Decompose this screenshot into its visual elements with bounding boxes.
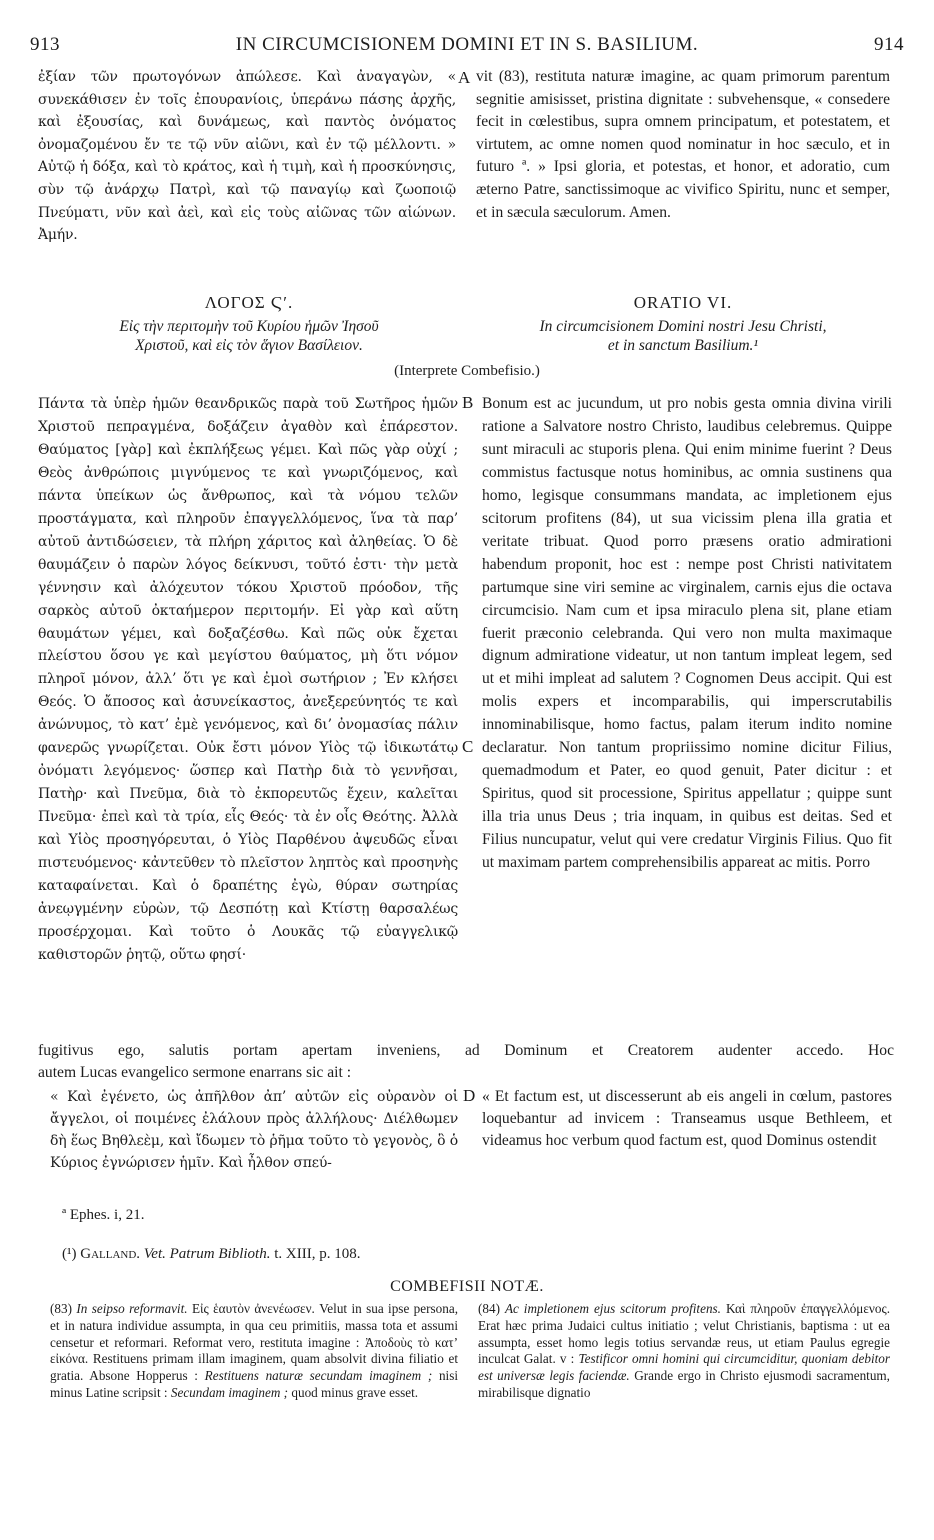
- latin-gospel-quote: [482, 1086, 892, 1152]
- latin-oration-title: [476, 293, 890, 355]
- margin-marker-d: D: [463, 1086, 476, 1105]
- running-title: IN CIRCUMCISIONEM DOMINI ET IN S. BASILIUM.: [235, 34, 699, 55]
- note-84-lemma: Ac impletionem ejus scitorum profitens.: [504, 1301, 721, 1316]
- greek-body-text: Πάντα τὰ ὑπὲρ ἡμῶν θεανδρικῶς παρὰ τοῦ Σωτῆρος ἡμῶν Χριστοῦ πεπραγμένα, δοξάζειν ἀγαθὸν καὶ ἐπάρεστον. Θαύματος [γὰρ] καὶ ἐκπλήξεως γέμει. Καὶ πῶς γὰρ οὐχί ; Θεὸς ἀνθρώποις μιγνύμενος τε καὶ γνωριζόμενος, καὶ πάντα ὑπείκων ὡς ἄνθρωπος, καὶ τὰ νόμου τελῶν προστάγματα, καὶ πληροῦν ἐπαγγελλόμενος, ἵνα τὰ παρ’ αὐτοῦ ἀντιδώσειεν, τὰ πλήρη χάριτος καὶ ἀληθείας. Ὁ δὲ θαυμάζειν ὁ παρὼν λόγος δείκνυσι, τοῦτό ἐστι· τὴν μετὰ γέννησιν καὶ ἀλόχευτον τόκου Χριστοῦ πρόοδον, τῆς σαρκὸς αὐτοῦ ὀκταήμερον περιτομήν. Εἰ γὰρ καὶ αὕτη θαυμάτων γέμει, καὶ δοξαζέσθω. Καὶ πῶς οὐκ ἔχεται πλείστου ὅσου γε καὶ μεγίστου θαύματος, μὴ ὅτι νόμον πληροῖ μόνον, ἀλλ’ ὅτι γε καὶ ἐμοὶ σωτήριον ; Ἐν κλήσει Θεός. Ὁ ἄποσος καὶ ἀσυνείκαστος, ἀνεξερεύνητός τε καὶ ἀνώνυμος, τὸ κατ’ ἐμὲ γενόμενος, καὶ δι’ ὀνομασίας πάλιν φανερῶς γνωρίζεται. Οὐκ ἔστι μόνον Υἱὸς τῷ ἰδικωτάτῳ ὀνόματι λεγόμενος· ὥσπερ καὶ Πατὴρ διὰ τὸ γεννῆσαι, Πατὴρ· καὶ Πνεῦμα, διὰ τὸ ἐκπορευτῶς ἔχειν, καλεῖται Πνεῦμα· ἐπεὶ καὶ τὰ τρία, εἷς Θεός· τὰ ἐν οἷς Θεότης. Ἀλλὰ καὶ Υἱὸς προσηγόρευται, ὁ Υἱὸς Παρθένου ἀψευδῶς εἶναι πιστευόμενος· κἀντεῦθεν τὸ πλεῖστον ληπτὸς καὶ προσηνὴς καταφαίνεται. Καὶ ὁ δραπέτης ἐγὼ, θύραν σωτηρίας ἀνεῳγμένην εὑρὼν, τῷ Δεσπότῃ καὶ Κτίστῃ θαρσαλέως προσέρχομαι. Καὶ τοῦτο ὁ Λουκᾶς τῷ εὐαγγελικῷ καθιστορῶν ῥητῷ, οὕτω φησί·: [38, 396, 458, 963]
- margin-marker-a: A: [458, 68, 471, 87]
- greek-gospel-quote-text: « Καὶ ἐγένετο, ὡς ἀπῆλθον ἀπ’ αὐτῶν εἰς οὐρανὸν οἱ ἄγγελοι, οἱ ποιμένες ἐλάλουν πρὸς ἀλλήλους· Διέλθωμεν δὴ ἕως Βηθλεὲμ, καὶ ἴδωμεν τὸ ῥῆμα τοῦτο τὸ γεγονὸς, ὃ ὁ Κύριος ἐγνώρισεν ἡμῖν. Καὶ ἦλθον σπεύ-: [50, 1089, 458, 1171]
- footnote-galland-work: Vet. Patrum Biblioth.: [140, 1246, 271, 1262]
- greek-oration-subtitle-2: Χριστοῦ, καὶ εἰς τὸν ἅγιον Βασίλειον.: [135, 337, 363, 354]
- note-84-text: Καὶ πληροῦν ἐπαγγελλόμενος. Erat hæc prima Judaici cultus initiatio ; velut Christianis, baptisma : ut ea assumpta, esset homo legis totius servandæ reus, ut etiam Paulus egregie inculcat Galat. v :: [478, 1301, 890, 1367]
- latin-continuation-text: vit (83), restituta naturæ imagine, ac quam primorum parentum segnitie amisisset, pristina dignitate : subvehensque, « consedere fecit in cœlestibus, supra omnem principatum, et potestatem, et virtutem, ac omne nomen quod nominatur in hoc sæculo, et in futuro ª. » Ipsi gloria, et potestas, et honor, et adoratio, cum æterno Patre, sanctissimoque ac vivifico Spiritu, nunc et semper, et in sæcula sæculorum. Amen.: [476, 68, 890, 221]
- note-83-lemma: In seipso reformavit.: [76, 1301, 188, 1316]
- greek-oration-title: [40, 293, 458, 355]
- latin-continuation: [476, 66, 890, 224]
- interpreter-note: (Interprete Combefisio.): [394, 363, 540, 379]
- note-83-text: Εἰς ἑαυτὸν ἀνενέωσεν. Velut in sua ipse persona, et in natura individue assumpta, in qua ceu primitiis, massa tota et assumi censetur et reformari. Reformat vero, restituta imagine : Ἀποδοὺς τὸ κατ’ εἰκόνα. Restituens primam illam imaginem, quam absolvit divina filiatio et gratia. Absone Hopperus :: [50, 1301, 458, 1384]
- fullwidth-line-1: fugitivus ego, salutis portam apertam inveniens, ad Dominum et Creatorem audenter accedo. Hoc: [38, 1042, 894, 1059]
- greek-body: [38, 393, 458, 967]
- greek-continuation-text: ἐξίαν τῶν πρωτογόνων ἀπώλεσε. Καὶ ἀναγαγὼν, « συνεκάθισεν ἐν τοῖς ἐπουρανίοις, ὑπεράνω πάσης ἀρχῆς, καὶ ἐξουσίας, καὶ δυνάμεως, καὶ παντὸς ὀνόματος ὀνομαζομένου ἔν τε τῷ νῦν αἰῶνι, καὶ ἐν τῷ μέλλοντι. » Αὐτῷ ἡ δόξα, καὶ τὸ κράτος, καὶ ἡ τιμὴ, καὶ ἡ προσκύνησις, σὺν τῷ ἀνάρχῳ Πατρὶ, καὶ τῷ παναγίῳ καὶ ζωοποιῷ Πνεύματι, νῦν καὶ ἀεὶ, καὶ εἰς τοὺς αἰῶνας τῶν αἰώνων. Ἀμήν.: [38, 69, 456, 244]
- left-page-number: 913: [30, 34, 60, 55]
- note-83: [50, 1301, 458, 1402]
- latin-gospel-quote-text: « Et factum est, ut discesserunt ab eis angeli in cœlum, pastores loquebantur ad invicem : Transeamus usque Bethleem, et videamus hoc verbum quod factum est, quod Dominus ostendit: [482, 1088, 892, 1149]
- note-83-end: quod minus grave esset.: [288, 1384, 419, 1400]
- margin-marker-b: B: [462, 393, 474, 412]
- note-84: [478, 1301, 890, 1402]
- margin-marker-c: C: [462, 737, 474, 756]
- greek-continuation: [38, 66, 456, 247]
- note-83-label: (83): [50, 1301, 77, 1316]
- note-83-mid: nisi minus Latine scripsit :: [50, 1368, 458, 1400]
- footnote-galland-rest: t. XIII, p. 108.: [270, 1246, 361, 1262]
- right-page-number: 914: [874, 34, 904, 55]
- latin-oration-subtitle-2: et in sanctum Basilium.¹: [607, 337, 759, 354]
- note-84-end: Grande ergo in Christo ejusmodi sacramentum, mirabilisque dignatio: [478, 1368, 890, 1400]
- latin-oration-subtitle-1: In circumcisionem Domini nostri Jesu Christi,: [539, 318, 827, 335]
- latin-body: [482, 393, 892, 875]
- fullwidth-line-2: autem Lucas evangelico sermone enarrans sic ait :: [38, 1064, 352, 1081]
- footnote-ephesians: ª Ephes. i, 21.: [62, 1207, 145, 1223]
- note-83-quote-2: Secundam imaginem ;: [170, 1384, 289, 1400]
- footnote-galland: [62, 1246, 360, 1263]
- note-83-quote-1: Restituens naturæ secundam imaginem ;: [204, 1368, 433, 1384]
- notes-heading: COMBEFISII NOTÆ.: [390, 1278, 544, 1295]
- greek-oration-heading: ΛΟΓΟΣ Ϛʹ.: [204, 293, 294, 312]
- latin-body-text: Bonum est ac jucundum, ut pro nobis gesta omnia divina virili ratione a Salvatore nostro Christo, laudibus celebremus. Quippe sunt miraculi ac stuporis plena. Qui enim minime fuerint ? Deus commistus factusque notus hominibus, ac omnia sustinens qua homo, legisque consummans mandata, ac impletionem ejus scitorum profitens (84), ut sua vicissim plena illa gratia et veritate tribuat. Quod porro præsens oratio admirationi habendum proponit, hoc est : nempe post Christi nativitatem partumque sine viri semine ac virginalem, carnis ejus die octava circumcisio. Nam cum et ipsa miraculo plena sit, plane etiam fuerit præconio celebranda. Qui vero non multa maximaque dignum admiratione videatur, ut non tantum impleat legem, sed ut et mihi impleat ad salutem ? Cognomen Deus accipit. Qui est molis expers et incomparabilis, qui imperscrutabilis innominabilisque, homo factus, palam iterum indito nomine declaratur. Non tantum propriissimo nomine dicitur Filius, quemadmodum et Pater, eo quod genuit, Pater dicitur : et Spiritus, quod sit processione, Spiritus appellatur ; quippe sunt illa tria unus Deus ; tria inquam, in quibus est deitas. Sed et Filius nuncupatur, velut qui vere credatur Virginis Filius. Quo fit ut maximam partem comprehensibilis appareat ac mitis. Porro: [482, 395, 892, 872]
- running-header: [30, 34, 904, 60]
- note-84-quote: Testificor omni homini qui circumciditur, quoniam debitor est universæ legis faciendæ.: [478, 1351, 890, 1384]
- footnote-galland-prefix: (¹): [62, 1246, 81, 1262]
- note-84-label: (84): [478, 1301, 505, 1316]
- greek-gospel-quote: [50, 1086, 458, 1174]
- fullwidth-transition: [38, 1040, 894, 1084]
- greek-oration-subtitle-1: Εἰς τὴν περιτομὴν τοῦ Κυρίου ἡμῶν Ἰησοῦ: [119, 318, 379, 335]
- latin-oration-heading: ORATIO VI.: [633, 293, 733, 312]
- footnote-galland-name: Galland.: [80, 1246, 141, 1262]
